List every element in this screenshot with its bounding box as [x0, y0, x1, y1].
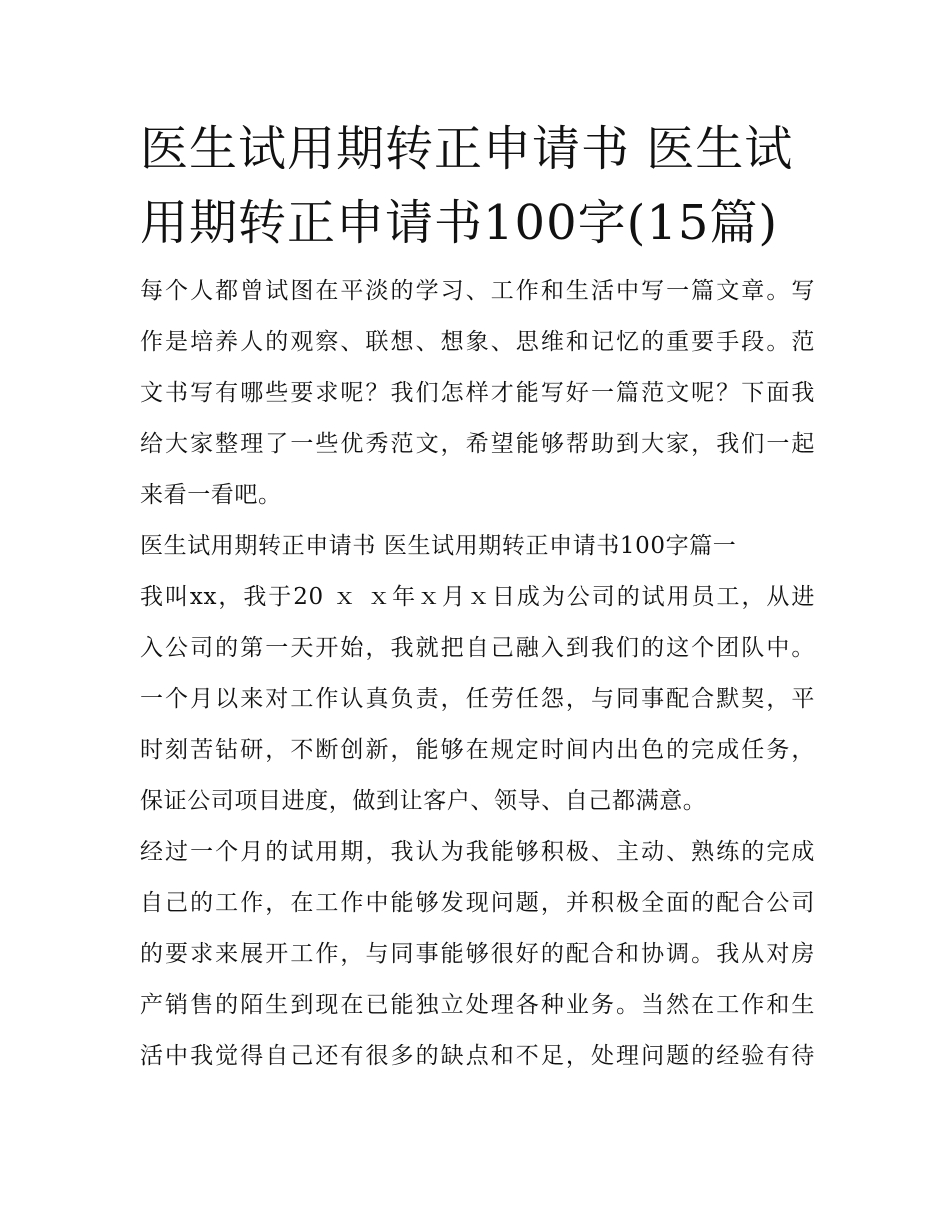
paragraph-body-1: [140, 572, 815, 827]
paragraph-line: 作是培养人的观察、联想、想象、思维和记忆的重要手段。范: [140, 329, 815, 355]
paragraph-line: 的要求来展开工作，与同事能够很好的配合和协调。我从对房: [140, 941, 815, 967]
paragraph-line: 一个月以来对工作认真负责，任劳任怨，与同事配合默契，平: [140, 686, 815, 712]
title-line-2-text: 用期转正申请书100字(15篇): [140, 195, 779, 251]
paragraph-line: 给大家整理了一些优秀范文，希望能够帮助到大家，我们一起: [140, 431, 815, 457]
paragraph-line: 产销售的陌生到现在已能独立处理各种业务。当然在工作和生: [140, 992, 815, 1018]
paragraph-line: 文书写有哪些要求呢？我们怎样才能写好一篇范文呢？下面我: [140, 380, 815, 406]
paragraph-line: 每个人都曾试图在平淡的学习、工作和生活中写一篇文章。写: [140, 278, 815, 304]
paragraph-line: 我叫xx，我于20 ｘ ｘ年ｘ月ｘ日成为公司的试用员工，从进: [140, 584, 815, 610]
document-body: [140, 112, 815, 1082]
paragraph-line: 保证公司项目进度，做到让客户、领导、自己都满意。: [140, 788, 707, 814]
paragraph-line: 时刻苦钻研，不断创新，能够在规定时间内出色的完成任务，: [140, 737, 815, 763]
document-title: [140, 112, 815, 260]
paragraph-line: 经过一个月的试用期，我认为我能够积极、主动、熟练的完成: [140, 839, 815, 865]
paragraph-body-2: [140, 827, 815, 1082]
title-line-1: 医生试用期转正申请书 医生试: [140, 121, 794, 177]
section-heading-line: 医生试用期转正申请书 医生试用期转正申请书100字篇一: [140, 533, 737, 559]
paragraph-line: 自己的工作，在工作中能够发现问题，并积极全面的配合公司: [140, 890, 815, 916]
title-line-2: [140, 186, 815, 260]
paragraph-line: 入公司的第一天开始，我就把自己融入到我们的这个团队中。: [140, 635, 815, 661]
paragraph-intro: [140, 266, 815, 521]
paragraph-line: 来看一看吧。: [140, 482, 282, 508]
section-heading: [140, 521, 815, 572]
paragraph-line: 活中我觉得自己还有很多的缺点和不足，处理问题的经验有待: [140, 1043, 815, 1069]
